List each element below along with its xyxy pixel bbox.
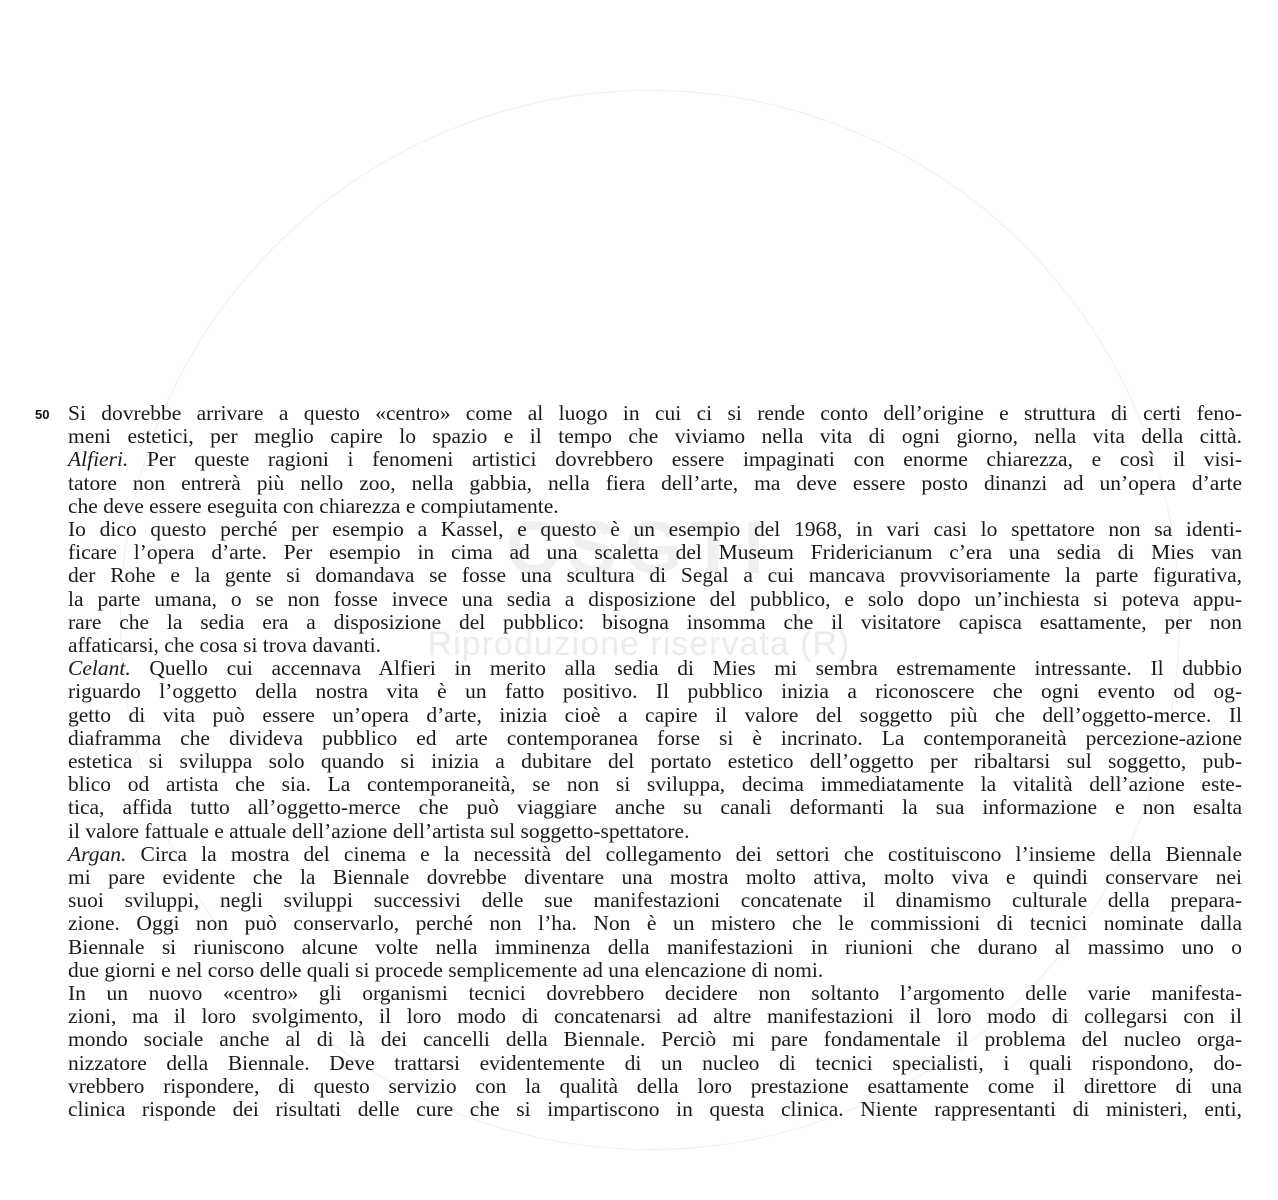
line-text: affaticarsi, che cosa si trova davanti. (68, 633, 382, 658)
line-text: riguardo l’oggetto della nostra vita è un fatto positivo. Il pubblico inizia a riconoscere che ogni evento od og- (68, 679, 1242, 704)
text-line (68, 402, 1242, 425)
line-text: che deve essere eseguita con chiarezza e compiutamente. (68, 493, 559, 518)
text-line (68, 518, 1242, 541)
line-text: getto di vita può essere un’opera d’arte, inizia cioè a capire il valore del soggetto più che dell’oggetto-merce. Il (68, 702, 1242, 727)
text-line (68, 820, 1242, 843)
text-line (68, 541, 1242, 564)
line-text: der Rohe e la gente si domandava se fosse una scultura di Segal a cui mancava provvisoriamente la parte figurativa, (68, 563, 1242, 588)
text-line (68, 959, 1242, 982)
text-line (68, 982, 1242, 1005)
watermark-text: Riproduzione riservata (R) (427, 625, 851, 663)
text-line (68, 564, 1242, 587)
text-line (68, 611, 1242, 634)
line-text: mondo sociale anche al di là dei cancelli della Biennale. Perciò mi pare fondamentale il problema del nucleo orga- (68, 1027, 1242, 1052)
text-line (68, 495, 1242, 518)
text-line (68, 1028, 1242, 1051)
text-line (68, 912, 1242, 935)
line-text: tica, affida tutto all’oggetto-merce che può viaggiare anche su canali deformanti la sua informazione e non esalta (68, 795, 1242, 820)
line-text: estetica si sviluppa solo quando si inizia a dubitare del portato estetico dell’oggetto per ribaltarsi sul soggetto, pub- (68, 749, 1242, 774)
speaker-name: Celant. (68, 656, 131, 681)
text-line (68, 727, 1242, 750)
line-text: Io dico questo perché per esempio a Kassel, e questo è un esempio del 1968, in vari casi lo spettatore non sa identi- (68, 517, 1242, 542)
text-line (68, 588, 1242, 611)
text-line (68, 425, 1242, 448)
line-text: mi pare evidente che la Biennale dovrebbe diventare una mostra molto attiva, molto viva e quindi conservare nei (68, 865, 1242, 890)
line-text: rare che la sedia era a disposizione del pubblico: bisogna insomma che il visitatore capisca esattamente, per non (68, 609, 1242, 634)
line-text: Circa la mostra del cinema e la necessità del collegamento dei settori che costituiscono l’insieme della Biennale (126, 841, 1242, 866)
line-text: nizzatore della Biennale. Deve trattarsi evidentemente di un nucleo di tecnici specialisti, i quali rispondono, do- (68, 1050, 1242, 1075)
line-text: vrebbero rispondere, di questo servizio con la qualità della loro prestazione esattamente come il direttore di una (68, 1073, 1242, 1098)
text-line (68, 634, 1242, 657)
line-text: Per queste ragioni i fenomeni artistici dovrebbero essere impaginati con enorme chiarezza, e così il visi- (128, 447, 1242, 472)
line-text: blico od artista che sia. La contemporaneità, se non si sviluppa, decima immediatamente la vitalità dell’azione este- (68, 772, 1242, 797)
text-line (68, 866, 1242, 889)
line-text: Quello cui accennava Alfieri in merito alla sedia di Mies mi sembra estremamente intressante. Il dubbio (130, 656, 1242, 681)
text-line (68, 680, 1242, 703)
line-text: clinica risponde dei risultati delle cure che si impartiscono in questa clinica. Niente rappresentanti di ministeri, enti, (68, 1097, 1242, 1122)
body-text (68, 402, 1242, 1121)
line-text: tatore non entrerà più nello zoo, nella gabbia, nella fiera dell’arte, ma deve essere posto dinanzi ad un’opera d’arte (68, 470, 1242, 495)
text-line (68, 1005, 1242, 1028)
line-text: suoi sviluppi, negli sviluppi successivi delle sue manifestazioni concatenate il dinamismo culturale della prepara- (68, 888, 1242, 913)
text-line (68, 1098, 1242, 1121)
line-text: il valore fattuale e attuale dell’azione dell’artista sul soggetto-spettatore. (68, 818, 690, 843)
line-text: zioni, ma il loro svolgimento, il loro modo di concatenarsi ad altre manifestazioni il loro modo di collegarsi con il (68, 1004, 1242, 1029)
line-text: due giorni e nel corso delle quali si procede semplicemente ad una elencazione di nomi. (68, 957, 824, 982)
text-line (68, 657, 1242, 680)
text-line (68, 448, 1242, 471)
text-line (68, 936, 1242, 959)
line-text: ficare l’opera d’arte. Per esempio in cima ad una scaletta del Museum Fridericianum c’era una sedia di Mies van (68, 540, 1242, 565)
text-line (68, 750, 1242, 773)
text-line (68, 843, 1242, 866)
watermark-logo: CSGTI (505, 506, 773, 589)
text-line (68, 1052, 1242, 1075)
line-text: meni estetici, per meglio capire lo spazio e il tempo che viviamo nella vita di ogni giorno, nella vita della città. (68, 424, 1242, 449)
speaker-name: Alfieri. (68, 447, 129, 472)
text-line (68, 796, 1242, 819)
line-text: Biennale si riuniscono alcune volte nella imminenza della manifestazioni in riunioni che durano al massimo uno o (68, 934, 1242, 959)
text-line (68, 889, 1242, 912)
page-number: 50 (35, 407, 50, 422)
line-text: zione. Oggi non può conservarlo, perché non l’ha. Non è un mistero che le commissioni di tecnici nominate dalla (68, 911, 1242, 936)
line-text: In un nuovo «centro» gli organismi tecnici dovrebbero decidere non soltanto l’argomento delle varie manifesta- (68, 981, 1242, 1006)
line-text: la parte umana, o se non fosse invece una sedia a disposizione del pubblico, e solo dopo un’inchiesta si poteva appu- (68, 586, 1242, 611)
speaker-name: Argan. (68, 841, 127, 866)
text-line (68, 704, 1242, 727)
text-line (68, 1075, 1242, 1098)
text-line (68, 773, 1242, 796)
text-line (68, 472, 1242, 495)
line-text: Si dovrebbe arrivare a questo «centro» come al luogo in cui ci si rende conto dell’origine e struttura di certi feno- (68, 401, 1242, 425)
line-text: diaframma che divideva pubblico ed arte contemporanea forse si è incrinato. La contemporaneità percezione-azione (68, 725, 1242, 750)
